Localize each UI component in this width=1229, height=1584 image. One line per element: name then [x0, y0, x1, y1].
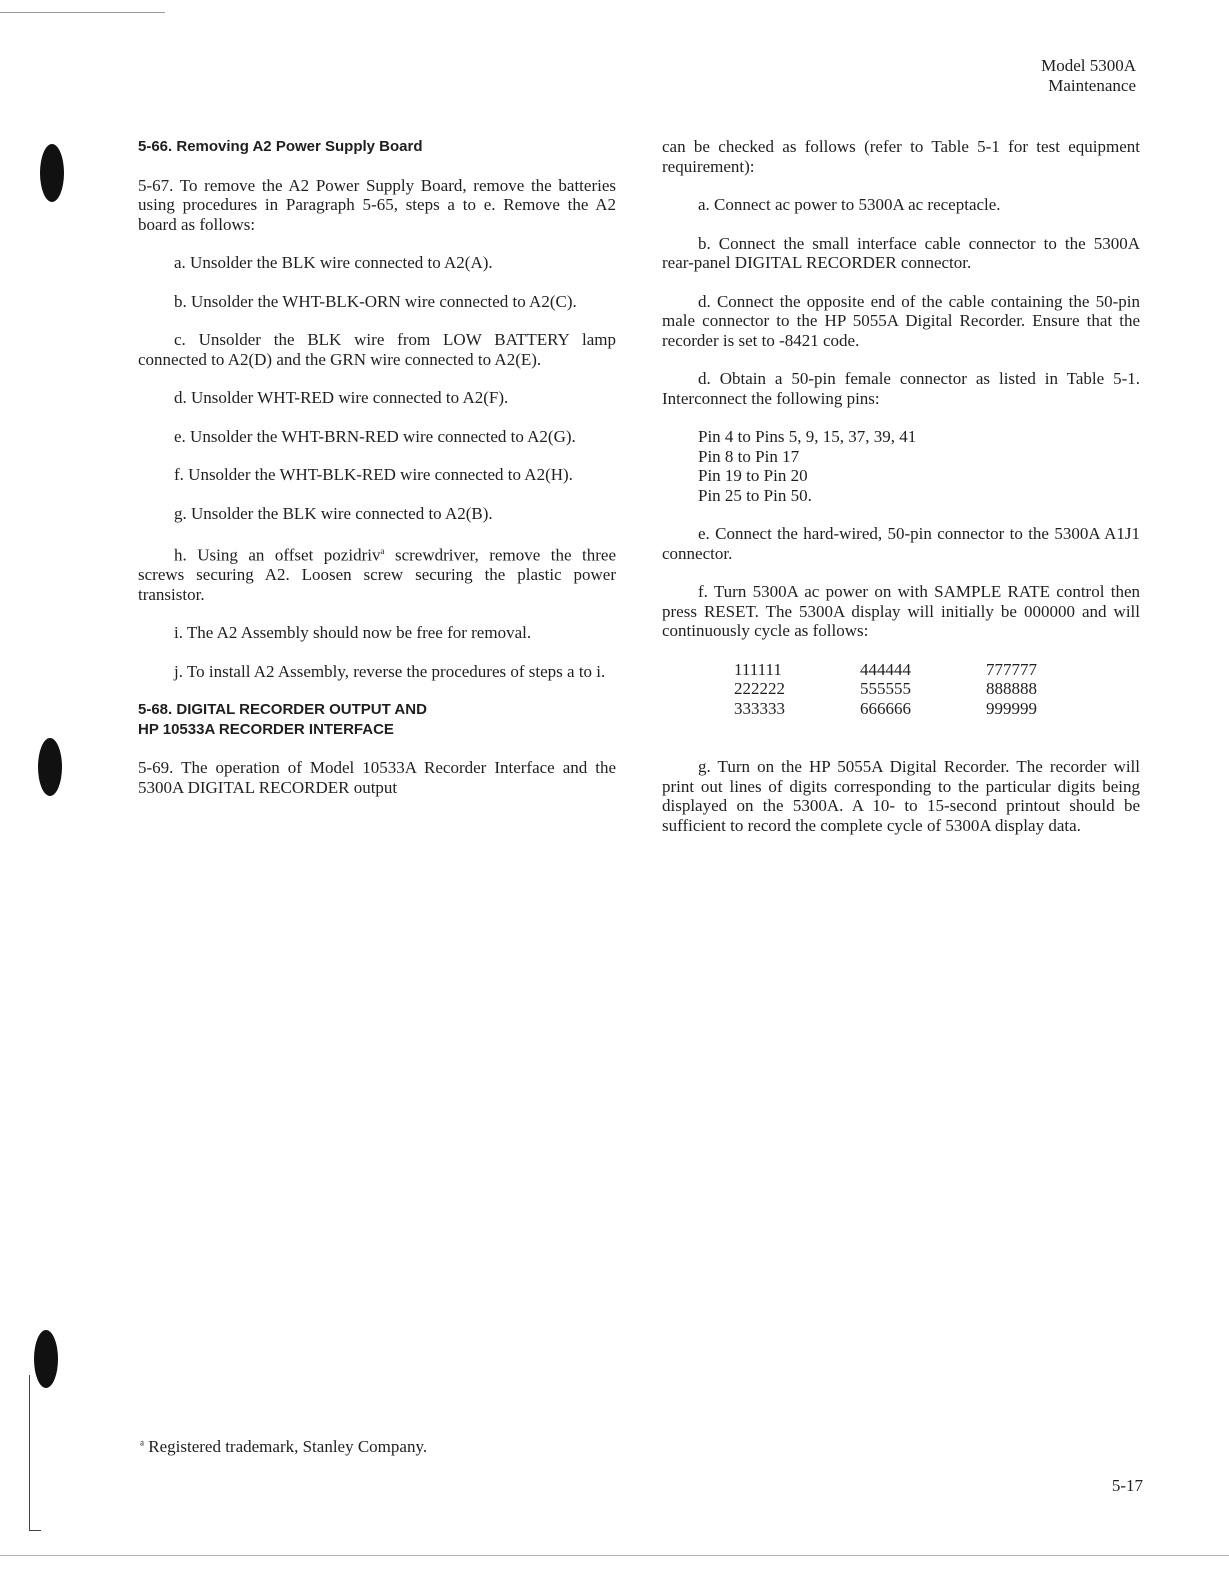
step-f: f. Unsolder the WHT-BLK-RED wire connected to A2(H). [174, 465, 573, 484]
step-b: b. Unsolder the WHT-BLK-ORN wire connected to A2(C). [174, 291, 577, 311]
cycle-value: 222222 [734, 679, 785, 698]
cycle-value: 666666 [860, 698, 911, 718]
pin-list [698, 427, 1140, 505]
bottom-rule [0, 1555, 1229, 1556]
check-step-g: g. Turn on the HP 5055A Digital Recorder. The recorder will print out lines of digits corresponding to the particular digits being displayed on the 5300A. A 10- to 15-second printout should be sufficient to record the complete cycle of 5300A display data. [662, 757, 1140, 835]
check-step-d-obtain: d. Obtain a 50-pin female connector as listed in Table 5-1. Interconnect the following pins: [662, 369, 1140, 408]
footnote-text: Registered trademark, Stanley Company. [148, 1437, 428, 1456]
pin-list-item: Pin 4 to Pins 5, 9, 15, 37, 39, 41 [698, 427, 917, 446]
right-intro: can be checked as follows (refer to Table 5-1 for test equipment requirement): [662, 137, 1140, 176]
step-i: i. The A2 Assembly should now be free for removal. [174, 623, 532, 643]
header-section: Maintenance [1048, 76, 1136, 95]
step-h [138, 542, 616, 604]
step-g: g. Unsolder the BLK wire connected to A2(B). [174, 503, 493, 523]
paragraph-5-67: 5-67. To remove the A2 Power Supply Board, remove the batteries using procedures in Paragraph 5-65, steps a to e. Remove the A2 board as follows: [138, 175, 616, 234]
section-heading-5-68 [138, 700, 616, 739]
check-step-f: f. Turn 5300A ac power on with SAMPLE RATE control then press RESET. The 5300A display will initially be 000000 and will continuously cycle as follows: [662, 582, 1140, 640]
top-rule [0, 12, 165, 13]
header-model: Model 5300A [1041, 56, 1136, 75]
page-number: 5-17 [1111, 1476, 1143, 1495]
section-heading-5-66: 5-66. Removing A2 Power Supply Board [138, 138, 423, 155]
heading-5-68-line1: 5-68. DIGITAL RECORDER OUTPUT AND [138, 701, 427, 719]
trademark-mark: a [380, 546, 385, 556]
footnote-mark: a [140, 1437, 144, 1448]
heading-5-68-line2: HP 10533A RECORDER INTERFACE [138, 720, 394, 738]
pin-list-item: Pin 8 to Pin 17 [698, 446, 800, 466]
paragraph-5-69: 5-69. The operation of Model 10533A Recorder Interface and the 5300A DIGITAL RECORDER output [138, 758, 616, 797]
display-cycle-table [734, 660, 1140, 719]
binder-hole-bottom [34, 1330, 58, 1388]
step-h-before: h. Using an offset pozidriv [174, 545, 381, 565]
binder-hole-top [40, 144, 64, 202]
check-step-d-connect: d. Connect the opposite end of the cable containing the 50-pin male connector to the HP 5055A Digital Recorder. Ensure that the recorder is set to -8421 code. [662, 291, 1140, 350]
cycle-value: 888888 [986, 679, 1037, 698]
step-j: j. To install A2 Assembly, reverse the procedures of steps a to i. [174, 661, 606, 681]
footnote [140, 1437, 427, 1457]
step-h-after: screwdriver, remove the three screws securing A2. Loosen screw securing the plastic power transistor. [138, 545, 616, 604]
binder-hole-middle [38, 738, 62, 796]
step-a: a. Unsolder the BLK wire connected to A2(A). [174, 253, 493, 272]
cycle-value: 999999 [986, 698, 1037, 718]
left-column [138, 137, 616, 816]
margin-line [29, 1375, 30, 1530]
page-header [1041, 56, 1136, 96]
cycle-value: 444444 [860, 659, 911, 679]
right-column [662, 137, 1140, 854]
step-c: c. Unsolder the BLK wire from LOW BATTERY lamp connected to A2(D) and the GRN wire connected to A2(E). [138, 330, 616, 369]
step-e: e. Unsolder the WHT-BRN-RED wire connected to A2(G). [174, 426, 576, 446]
cycle-value: 777777 [986, 659, 1037, 679]
cycle-value: 111111 [734, 659, 782, 679]
step-d: d. Unsolder WHT-RED wire connected to A2(F). [174, 388, 509, 407]
margin-line-foot [29, 1530, 41, 1531]
cycle-value: 333333 [734, 698, 785, 718]
cycle-value: 555555 [860, 679, 911, 698]
check-step-e: e. Connect the hard-wired, 50-pin connector to the 5300A A1J1 connector. [662, 524, 1140, 563]
pin-list-item: Pin 25 to Pin 50. [698, 485, 812, 505]
check-step-b: b. Connect the small interface cable connector to the 5300A rear-panel DIGITAL RECORDER connector. [662, 233, 1140, 272]
check-step-a: a. Connect ac power to 5300A ac receptacle. [698, 195, 1001, 214]
pin-list-item: Pin 19 to Pin 20 [698, 466, 808, 485]
